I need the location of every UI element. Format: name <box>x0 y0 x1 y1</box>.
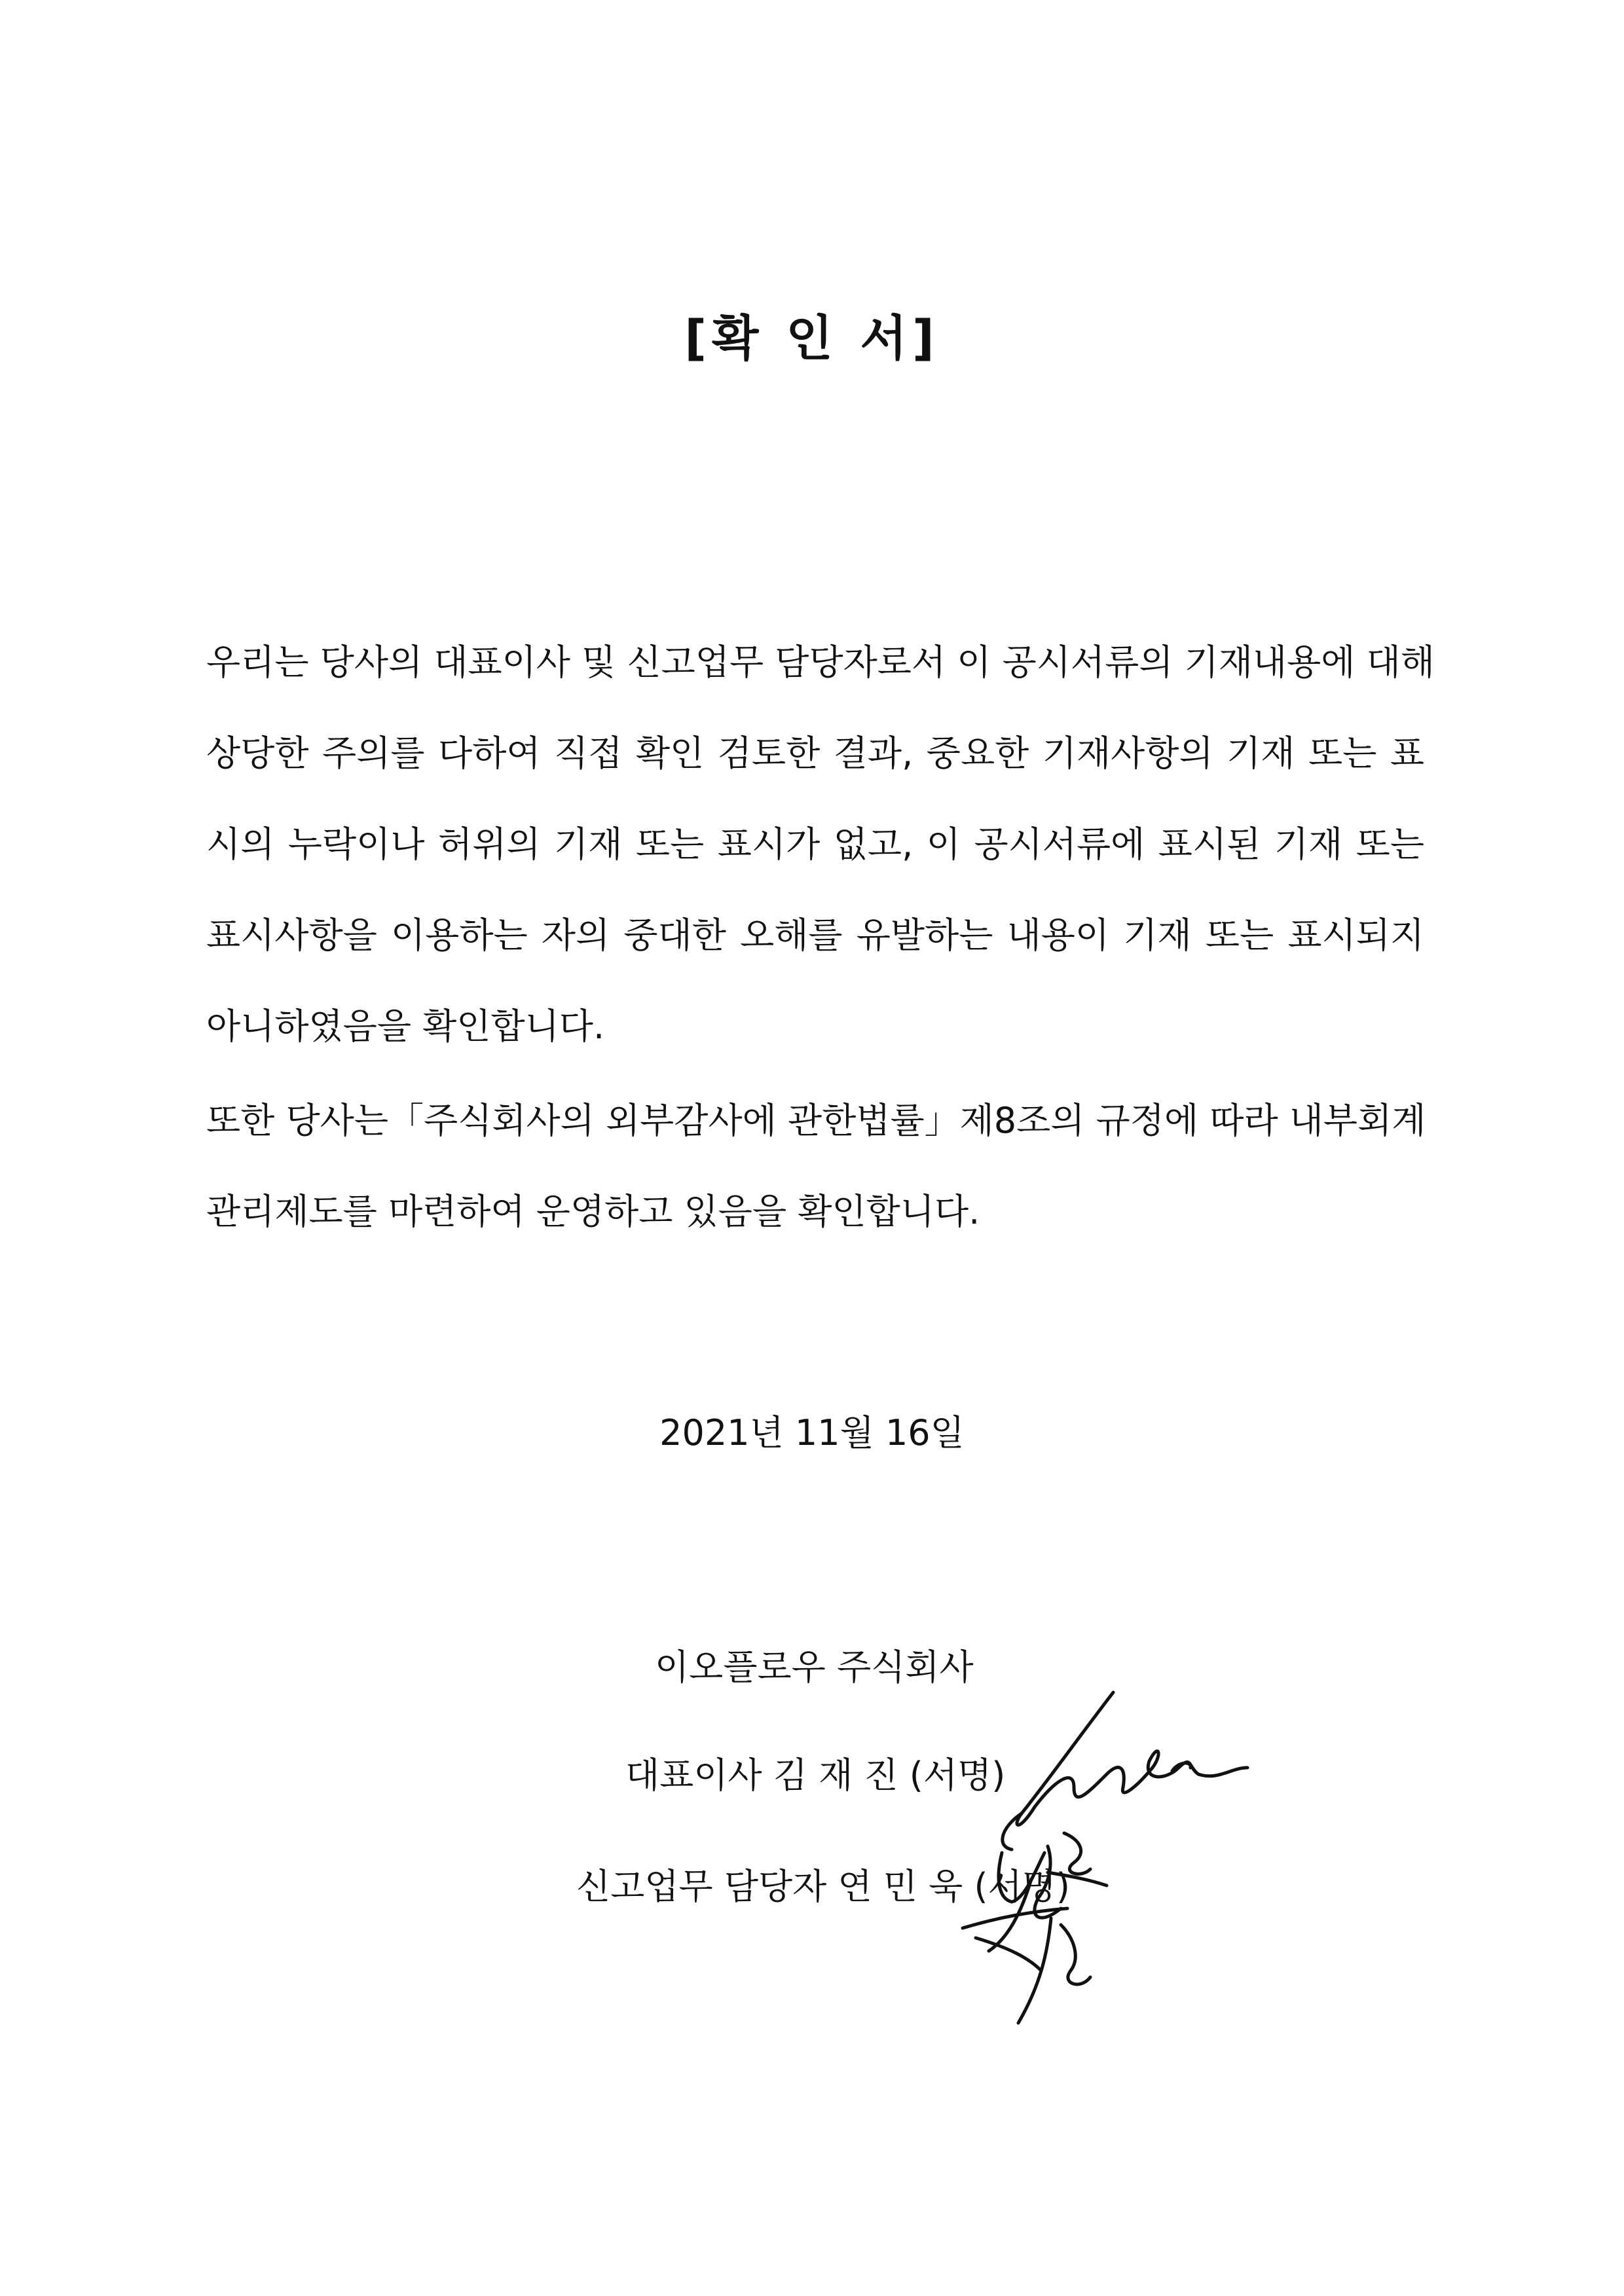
paragraph-line: 또한 당사는「주식회사의 외부감사에 관한법률」제8조의 규정에 따라 내부회계 <box>206 1100 1426 1141</box>
paragraph-line: 시의 누락이나 허위의 기재 또는 표시가 없고, 이 공시서류에 표시된 기재 또는 <box>206 824 1424 865</box>
paragraph-line: 표시사항을 이용하는 자의 중대한 오해를 유발하는 내용이 기재 또는 표시되지 <box>206 915 1424 956</box>
paragraph-line: 관리제도를 마련하여 운영하고 있음을 확인합니다. <box>206 1191 980 1232</box>
officer-signature-line: 신고업무 담당자 연 민 욱 (서명) <box>576 1866 1070 1907</box>
ceo-signature-line: 대표이사 김 재 진 (서명) <box>625 1755 1006 1796</box>
company-name: 이오플로우 주식회사 <box>655 1647 974 1688</box>
document-title: [확 인 서] <box>684 310 940 367</box>
paragraph-line: 아니하였음을 확인합니다. <box>206 1006 605 1047</box>
paragraph-line: 상당한 주의를 다하여 직접 확인 검토한 결과, 중요한 기재사항의 기재 또는 표 <box>206 733 1424 774</box>
paragraph-line: 우리는 당사의 대표이사 및 신고업무 담당자로서 이 공시서류의 기재내용에 대해 <box>206 642 1435 683</box>
document-date: 2021년 11월 16일 <box>659 1412 965 1453</box>
